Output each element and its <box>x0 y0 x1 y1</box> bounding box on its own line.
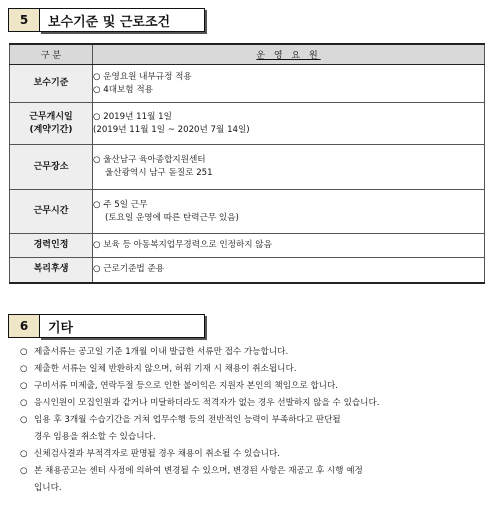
table-row-start-date <box>10 103 485 145</box>
conditions-table <box>9 43 485 284</box>
bullet-icon: ○ <box>20 415 28 425</box>
list-item: ○ 본 채용공고는 센터 사정에 의하여 변경될 수 있으며, 변경된 사항은 재공고 후 시행 예정 <box>20 463 488 480</box>
list-item: ○ 신체검사결과 부적격자로 판명될 경우 채용이 취소될 수 있습니다. <box>20 446 488 463</box>
table-row-pay <box>10 65 485 103</box>
list-item: ○ 응시인원이 모집인원과 같거나 미달하더라도 적격자가 없는 경우 선발하지 않을 수 있습니다. <box>20 395 488 412</box>
row-value: ○ 근로기준법 준용 <box>93 258 485 283</box>
section-header-6 <box>8 314 205 338</box>
bullet-icon: ○ <box>20 381 28 391</box>
table-row-career <box>10 234 485 258</box>
section-number: 5 <box>8 8 39 32</box>
row-value: ○ 주 5일 근무 (토요일 운영에 따른 탄력근무 있음) <box>93 190 485 234</box>
list-item: ○ 임용 후 3개월 수습기간을 거쳐 업무수행 등의 전반적인 능력이 부족하다고 판단될 <box>20 412 488 429</box>
row-label: 근무시간 <box>10 190 93 234</box>
table-row-welfare <box>10 258 485 283</box>
notes-list <box>20 344 488 497</box>
list-item-continuation: 경우 임용을 취소할 수 있습니다. <box>34 432 156 442</box>
header-category: 구 분 <box>10 44 93 65</box>
bullet-icon: ○ <box>20 398 28 408</box>
row-label: 근무개시일 (계약기간) <box>10 103 93 145</box>
table-row-hours <box>10 190 485 234</box>
table-row-location <box>10 145 485 190</box>
row-value: ○ 보육 등 아동복지업무경력으로 인정하지 않음 <box>93 234 485 258</box>
row-value: ○ 울산남구 육아종합지원센터 울산광역시 남구 돋질로 251 <box>93 145 485 190</box>
table-header-row <box>10 44 485 65</box>
row-value: ○ 2019년 11월 1일 (2019년 11월 1일 ~ 2020년 7월 14일) <box>93 103 485 145</box>
bullet-icon: ○ <box>20 364 28 374</box>
row-label: 근무장소 <box>10 145 93 190</box>
row-label: 보수기준 <box>10 65 93 103</box>
list-item: ○ 제출서류는 공고일 기준 1개월 이내 발급한 서류만 접수 가능합니다. <box>20 344 488 361</box>
bullet-icon: ○ <box>20 347 28 357</box>
bullet-icon: ○ <box>20 449 28 459</box>
section-number: 6 <box>8 314 39 338</box>
row-label: 경력인정 <box>10 234 93 258</box>
list-item-continuation: 입니다. <box>34 483 62 493</box>
section-header-5 <box>8 8 205 32</box>
header-staff: 운 영 요 원 <box>93 44 485 65</box>
list-item: ○ 구비서류 미제출, 연락두절 등으로 인한 불이익은 지원자 본인의 책임으로 합니다. <box>20 378 488 395</box>
section-title: 기타 <box>39 314 205 338</box>
section-title: 보수기준 및 근로조건 <box>39 8 205 32</box>
row-label: 복리후생 <box>10 258 93 283</box>
bullet-icon: ○ <box>20 466 28 476</box>
list-item: ○ 제출한 서류는 일체 반환하지 않으며, 허위 기재 시 채용이 취소됩니다. <box>20 361 488 378</box>
row-value: ○ 운영요원 내부규정 적용 ○ 4대보험 적용 <box>93 65 485 103</box>
